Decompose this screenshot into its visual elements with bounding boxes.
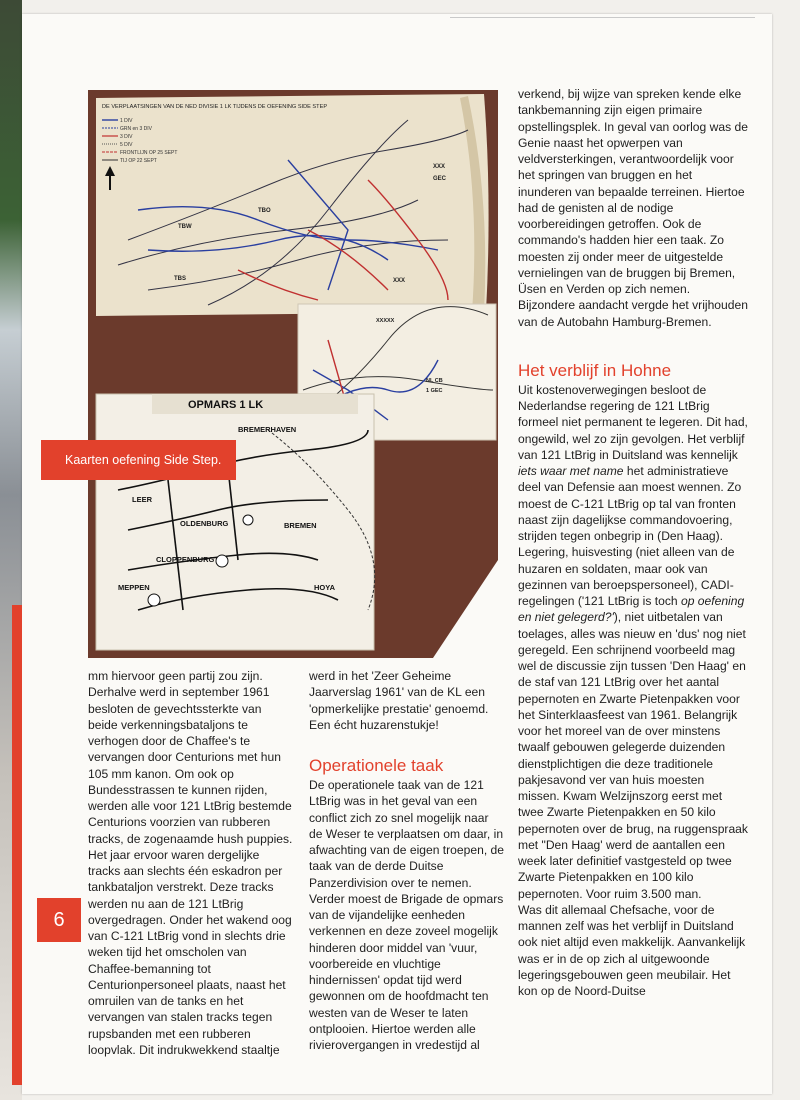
maps-panel (88, 90, 498, 658)
col3-p2-part-b: het administratieve deel van Defensie aan moest wennen. Zo moest de C-121 LtBrig op tal van fronten naast zijn dagelijkse commandovoering, strijden tegen onbegrip in (Den Haag). Legering, huisvesting (niet alleen van de huzaren en soldaten, maar ook van gezinnen van beroepspersoneel), CADI-regelingen ('121 LtBrig is toch (518, 464, 742, 608)
map1-label-xxx-b: XXX (393, 278, 406, 284)
text-column-3 (518, 86, 748, 999)
col3-paragraph-1: verkend, bij wijze van spreken kende elke tankbemanning zijn eigen primaire opstellingsplek. In geval van oorlog was de Genie naast het opwerpen van veldversterkingen, verantwoordelijk voor het springen van bruggen en het inunderen van bepaalde terreinen. Hiertoe had de genisten al de nodige voorbereidingen getroffen. Ook de commando's hadden hier een taak. Zo moesten zij onder meer de uitgestelde vernielingen van de bruggen bij Bremen, Üsen en Verden op zich nemen. Bijzondere aandacht vergde het vrijhouden van de Autobahn Hamburg-Bremen. (518, 87, 748, 329)
col2-paragraph-1: werd in het 'Zeer Geheime Jaarverslag 1961' van de KL een 'opmerkelijke prestatie' genoemd. Een écht huzarenstukje! (309, 669, 489, 732)
map3-place-bremerhaven: BREMERHAVEN (238, 425, 297, 434)
map1-legend-5: FRONTLIJN OP 25 SEPT (120, 150, 178, 156)
map-caption: Kaarten oefening Side Step. (41, 440, 236, 480)
text-column-2 (309, 668, 504, 1053)
map2-label-2: NL CB (426, 378, 443, 384)
col3-p2-part-c: ), niet uitbetalen van toelages, alles was nieuw en 'dus' nog niet geregeld. Een schrijnend voorbeeld mag wel de discussie zijn tussen 'Den Haag' en de staf van 121 LtBrig over het aantal pepernoten en Zwarte Pietenpakken voor het Sinterklaasfeest van 1961. Belangrijk voor het moreel van de over minstens twaalf gebouwen gelegerde duizenden dienstplichtigen die deze traditionele pakjesavond ver van huis moesten missen. Kwam Welzijnszorg eerst met twee Zwarte Pietenpakken en 50 kilo pepernoten over de brug, na ruggenspraak met "Den Haag' werd de aantallen een week later definitief vastgesteld op twee Zwarte Pietenpakken en 100 kilo pepernoten. Voor ruim 3.500 man. (518, 610, 748, 901)
top-rule (450, 17, 755, 18)
page-number: 6 (37, 898, 81, 942)
col3-p2-emphasis-2: op oefening en niet gelegerd?' (518, 594, 745, 625)
text-column-1 (88, 668, 293, 1058)
map3-paper (96, 394, 374, 650)
heading-operationele-taak: Operationele taak (309, 756, 444, 775)
map3-place-oldenburg: OLDENBURG (180, 519, 229, 528)
col3-p2-part-a: Uit kostenoverwegingen besloot de Nederlandse regering de 121 LtBrig formeel niet permanent te legeren. Dit had, ongewild, wel zo zijn gevolgen. Het verblijf van 121 LtBrig in Duitsland was kennelijk (518, 382, 748, 462)
map1-paper (96, 94, 489, 316)
map1-label-tbw: TBW (178, 224, 192, 230)
map1-legend-2: GRN en 3 DIV (120, 126, 152, 132)
map1-label-tbo: TBO (258, 208, 271, 214)
map1-legend-3: 3 DIV (120, 134, 133, 140)
map1-legend-1: 1 DIV (120, 118, 133, 124)
col3-paragraph-3: Was dit allemaal Chefsache, voor de mannen zelf was het verblijf in Duitsland ook niet altijd even makkelijk. Aanvankelijk was er in de op zich al uitgewoonde legeringsgebouwen geen meubilair. Het kon op de Noord-Duitse (518, 902, 746, 998)
map1-label-gec: GEC (433, 176, 447, 182)
map3-place-bremen: BREMEN (284, 521, 317, 530)
map1-label-tbs: TBS (174, 276, 186, 282)
map3-place-hoya: HOYA (314, 583, 335, 592)
col3-p2-emphasis-1: iets waar met name (518, 464, 624, 478)
map2-label-1: XXXXX (376, 318, 395, 324)
map3-place-leer: LEER (132, 495, 153, 504)
map3-title: OPMARS 1 LK (188, 399, 264, 411)
map3-place-meppen: MEPPEN (118, 583, 150, 592)
col1-paragraph: mm hiervoor geen partij zou zijn. Derhalve werd in september 1961 besloten de gevechtssterkte van beide verkenningsbataljons te verhogen door de Chaffee's te vervangen door Centurions met hun 105 mm kanon. Om ook op Bundesstrassen te kunnen rijden, werden alle voor 121 LtBrig bestemde Centurions voorzien van rubberen tracks, de zogenaamde hush puppies. Het jaar ervoor waren dergelijke tracks aan slechts één eskadron per tankbataljon verstrekt. Deze tracks werden nu aan de 121 LtBrig overgedragen. Onder het wakend oog van C-121 LtBrig vond in slechts drie weken tijd het omscholen van Chaffee-bemanning tot Centurionpersoneel plaats, naast het omruilen van de tanks en het vervangen van stalen tracks tegen rupsbanden met een rubberen loopvlak. Dit indrukwekkend staaltje (88, 669, 293, 1057)
map3-place-cloppenburg: CLOPPENBURG (156, 555, 215, 564)
accent-bar (12, 605, 22, 1085)
map1-legend-4: 5 DIV (120, 142, 133, 148)
heading-verblijf-hohne: Het verblijf in Hohne (518, 360, 672, 380)
map2-label-3: 1 GEC (426, 388, 443, 394)
col3-paragraph-2 (518, 382, 748, 902)
map1-title: DE VERPLAATSINGEN VAN DE NED DIVISIE 1 LK TIJDENS DE OEFENING SIDE STEP (102, 104, 328, 110)
map1-legend-6: TIJ OP 22 SEPT (120, 158, 157, 164)
maps-image (88, 90, 498, 658)
col2-paragraph-2: De operationele taak van de 121 LtBrig was in het geval van een conflict zich zo snel mogelijk naar de Weser te verplaatsen om daar, in afwachting van de eigen troepen, de taak van de derde Duitse Panzerdivision over te nemen. Verder moest de Brigade de opmars van de vijandelijke eenheden verkennen en deze zoveel mogelijk hinderen door middel van 'vuur, voorbereide en vluchtige hindernissen' opdat tijd werd gewonnen om de hoofdmacht ten westen van de Weser te laten ontplooien. Hiertoe werden alle rivierovergangen in vredestijd al (309, 778, 504, 1052)
map1-label-xxx-a: XXX (433, 164, 446, 170)
